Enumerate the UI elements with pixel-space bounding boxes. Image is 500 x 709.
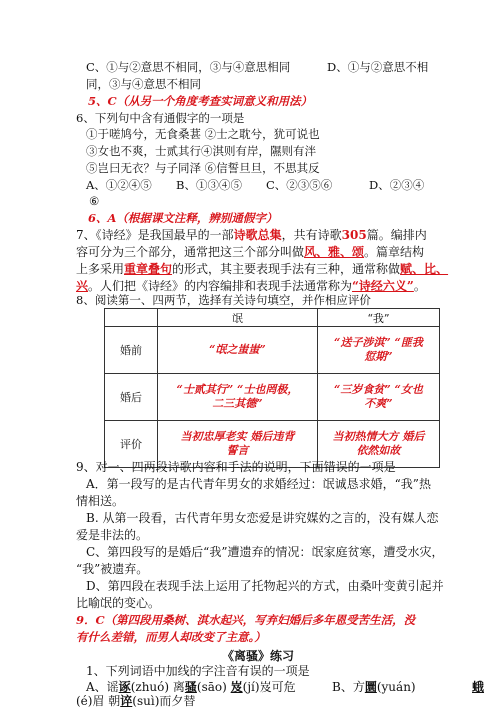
q9-option-a-2: 情相送。	[76, 494, 125, 508]
q9-option-b-1: B. 从第一段看，古代青年男女恋爱是讲究媒妁之言的，没有媒人恋	[86, 511, 439, 525]
cell-text: 愆期”	[364, 350, 393, 364]
option-c-q4: C、①与②意思不相同，③与④意思相同	[86, 60, 291, 74]
q1-text: B、方	[332, 680, 365, 694]
q7-text: 。人们把《诗经》的内容编排和表现手法通常称为	[88, 279, 353, 293]
q1-underlined-char: 岌	[230, 680, 243, 694]
q9-option-a-1: A．第一段写的是古代青年男女的求婚经过：氓诚恳求婚，“我”热	[86, 477, 431, 491]
row-label-before-marriage: 婚前	[105, 327, 158, 374]
cell-text: “三岁食贫” “女也	[334, 383, 423, 397]
q7-text: 。篇章结构	[364, 245, 425, 259]
cell-text: 誓言	[226, 444, 249, 457]
q6-option-b: B、①③④⑤	[176, 178, 242, 192]
q1-pinyin: (suì)而夕替	[132, 694, 196, 708]
q7-text: 容可分为三个部分，通常把这三个部分叫做	[76, 245, 305, 259]
cell-text: “士贰其行” “士也罔极，	[176, 383, 299, 397]
table-header-wo: “我”	[317, 309, 439, 327]
q6-line-3: ⑤岂曰无衣？与子同泽 ⑥信誓旦旦，不思其反	[86, 161, 320, 175]
q1-pinyin: (yuán)	[376, 680, 416, 694]
cell-mang-after	[158, 374, 318, 421]
q7-answer-structure: 重章叠句	[124, 262, 173, 276]
q7-text: ，共有诗歌	[281, 228, 342, 242]
q7-text: 上多采用	[76, 262, 125, 276]
q1-option-b	[332, 680, 416, 695]
q9-option-b-2: 爱是非法的。	[76, 528, 149, 542]
cell-text: 二三其德”	[212, 397, 263, 411]
q1-underlined-char: 谇	[120, 694, 133, 708]
q6-option-d: D、②③④	[369, 178, 425, 192]
q7-text: 的形式，其主要表现手法有三种，通常称做	[172, 262, 401, 276]
cell-text: “送子涉淇” “匪我	[334, 336, 423, 350]
question-8: 8、阅读第一、四两节，选择有关诗句填空，并作相应评价	[76, 293, 371, 307]
q7-text: 篇。编排内	[366, 228, 427, 242]
cell-text: 当初热情大方 婚后	[332, 430, 425, 443]
cell-wo-after	[317, 374, 439, 421]
q6-line-1: ①于嗟鸠兮，无食桑葚 ②士之耽兮，犹可说也	[86, 127, 320, 141]
cell-text: 不爽”	[364, 397, 393, 411]
cell-text: 当初忠厚老实 婚后违背	[180, 430, 295, 443]
q9-option-c-2: “我”被遗弃。	[76, 562, 149, 576]
q9-option-d-1: D、第四段在表现手法上运用了托物起兴的方式，由桑叶变黄引起并	[86, 579, 444, 593]
cell-mang-before: “氓之蚩蚩”	[158, 327, 318, 374]
q6-option-a: A、①②④⑤	[86, 178, 152, 192]
comparison-table	[104, 308, 440, 468]
section-title-lisao: 《离骚》练习	[222, 649, 295, 663]
answer-6: 6、A（根据课文注释，辨别通假字）	[88, 211, 278, 225]
question-6: 6、下列句中含有通假字的一项是	[76, 111, 245, 125]
q1-underlined-char: 骚	[184, 680, 197, 694]
q1-text: A、谣	[86, 680, 119, 694]
answer-9-line-1: 9．C（第四段用桑树、淇水起兴，写弃妇婚后多年恩受苦生活，没	[76, 613, 416, 627]
q1-underlined-char: 诼	[118, 680, 131, 694]
q1-pinyin: (sāo)	[196, 680, 227, 694]
question-7-line-1	[76, 228, 427, 243]
q9-option-c-1: C、第四段写的是婚后“我”遭遗弃的情况：氓家庭贫寒，遭受水灾，	[86, 545, 444, 559]
q1-option-b-char	[472, 680, 484, 695]
answer-5: 5、C（从另一个角度考查实词意义和用法）	[88, 94, 313, 108]
question-7-line-2	[76, 245, 424, 260]
q9-option-d-2: 比喻氓的变心。	[76, 596, 161, 610]
q7-answer-collection: 诗歌总集	[233, 228, 282, 242]
q6-option-d-cont: ⑥	[89, 194, 100, 208]
row-label-after-marriage: 婚后	[105, 374, 158, 421]
q1-option-a	[86, 680, 296, 695]
q6-option-c: C、②③⑤⑥	[266, 178, 333, 192]
q7-answer-techniques-cont: 兴	[76, 279, 89, 293]
question-9: 9、对一、四两段诗歌内容和手法的说明，下面错误的一项是	[76, 460, 396, 474]
q7-text: 7、《诗经》是我国最早的一部	[76, 228, 234, 242]
q1-text: (é)眉 朝	[76, 694, 121, 708]
table-corner-cell	[105, 309, 158, 327]
table-header-row	[105, 309, 440, 327]
q1-underlined-char: 蛾	[472, 680, 485, 694]
table-row	[105, 327, 440, 374]
q1-pinyin: (jí)岌可危	[242, 680, 296, 694]
table-header-mang: 氓	[158, 309, 318, 327]
q1-text: 离	[169, 680, 185, 694]
question-1: 1、下列词语中加线的字注音有误的一项是	[86, 664, 310, 678]
q7-answer-six-principles: “诗经六义”	[352, 279, 414, 293]
q7-answer-count: 305	[341, 228, 367, 242]
option-d-q4-cont: 同，③与④意思不相同	[86, 77, 201, 91]
question-7-line-4	[76, 279, 426, 294]
cell-wo-before	[317, 327, 439, 374]
row-label-evaluation: 评价	[105, 421, 158, 468]
table-row	[105, 374, 440, 421]
q1-pinyin: (zhuó)	[130, 680, 170, 694]
question-7-line-3	[76, 262, 448, 277]
q7-answer-parts: 风、雅、颂	[304, 245, 365, 259]
q7-answer-techniques: 赋、比、	[400, 262, 449, 276]
cell-text: 依然如故	[356, 444, 401, 457]
answer-9-line-2: 有什么差错，而男人却改变了主意。）	[76, 630, 266, 644]
q1-underlined-char: 圜	[364, 680, 377, 694]
q7-text: 。	[413, 279, 426, 293]
q6-line-2: ③女也不爽，士贰其行④淇则有岸，隰则有泮	[86, 144, 316, 158]
option-d-q4: D、①与②意思不相	[327, 60, 429, 74]
